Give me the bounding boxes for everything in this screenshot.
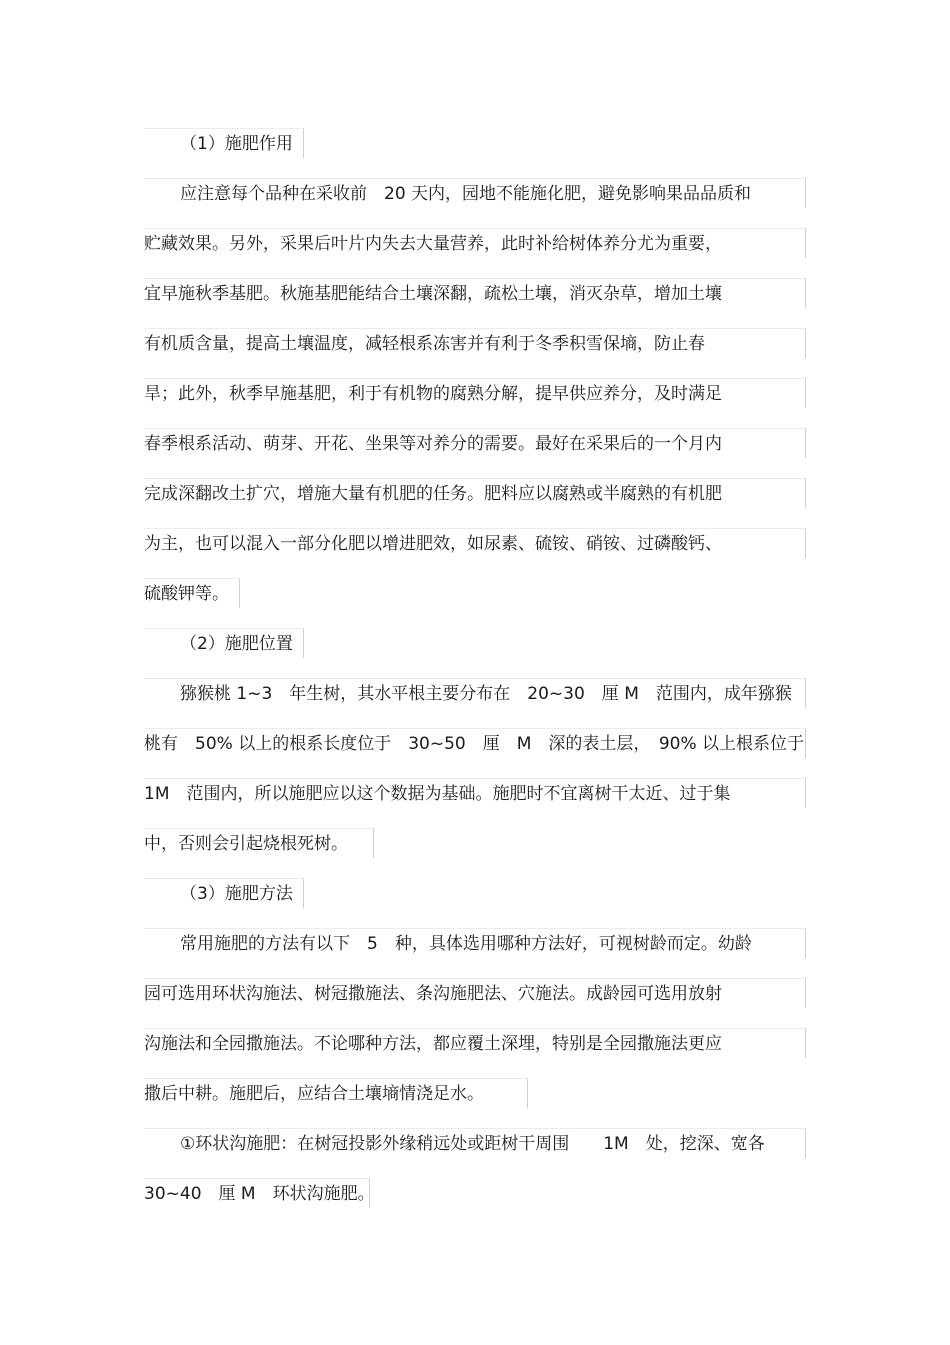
paragraph-line [144,428,806,458]
paragraph-line [144,778,806,808]
line-text: 为主，也可以混入一部分化肥以增进肥效，如尿素、硫铵、硝铵、过磷酸钙、 [144,534,722,554]
paragraph-line [144,178,806,208]
line-text: 宜早施秋季基肥。秋施基肥能结合土壤深翻，疏松土壤，消灭杂草，增加土壤 [144,284,722,304]
line-text: 撒后中耕。施肥后，应结合土壤墒情浇足水。 [144,1084,484,1104]
line-text: 园可选用环状沟施法、树冠撒施法、条沟施肥法、穴施法。成龄园可选用放射 [144,984,722,1004]
paragraph-line [144,1028,806,1058]
line-text: 常用施肥的方法有以下 5 种，具体选用哪种方法好，可视树龄而定。幼龄 [180,934,752,954]
line-text: 完成深翻改土扩穴，增施大量有机肥的任务。肥料应以腐熟或半腐熟的有机肥 [144,484,722,504]
paragraph-line [144,528,806,558]
line-text: 猕猴桃 1~3 年生树，其水平根主要分布在 20~30 厘 M 范围内，成年猕猴 [180,684,792,704]
paragraph-line [144,478,806,508]
line-text: 春季根系活动、萌芽、开花、坐果等对养分的需要。最好在采果后的一个月内 [144,434,722,454]
line-text: （3）施肥方法 [180,884,293,904]
paragraph-line [144,328,806,358]
heading-fertilizer-method [144,878,304,908]
paragraph-line [144,1178,375,1208]
line-text: 应注意每个品种在采收前 20 天内，园地不能施化肥，避免影响果品品质和 [180,184,752,204]
heading-fertilizer-function [144,128,304,158]
paragraph-line [144,1128,806,1158]
line-text: 沟施法和全园撒施法。不论哪种方法，都应覆土深埋，特别是全园撒施法更应 [144,1034,722,1054]
line-text: 桃有 50% 以上的根系长度位于 30~50 厘 M 深的表土层， 90% 以上根系位于 [144,734,805,754]
line-text: 贮藏效果。另外，采果后叶片内失去大量营养，此时补给树体养分尤为重要， [144,234,722,254]
line-text: 旱；此外，秋季早施基肥，利于有机物的腐熟分解，提早供应养分，及时满足 [144,384,722,404]
paragraph-line [144,828,374,858]
paragraph-line [144,1078,528,1108]
line-text: 有机质含量，提高土壤温度，减轻根系冻害并有利于冬季积雪保墒，防止春 [144,334,705,354]
paragraph-line [144,678,806,708]
heading-fertilizer-position [144,628,304,658]
line-text: 中，否则会引起烧根死树。 [144,834,348,854]
paragraph-line [144,728,806,758]
line-text: 硫酸钾等。 [144,584,229,604]
paragraph-line [144,578,240,608]
line-text: ①环状沟施肥：在树冠投影外缘稍远处或距树干周围 1M 处，挖深、宽各 [180,1134,765,1154]
paragraph-line [144,278,806,308]
paragraph-line [144,978,806,1008]
line-text: （2）施肥位置 [180,634,293,654]
paragraph-line [144,378,806,408]
paragraph-line [144,928,806,958]
line-text: 1M 范围内，所以施肥应以这个数据为基础。施肥时不宜离树干太近、过于集 [144,784,731,804]
paragraph-line [144,228,806,258]
line-text: （1）施肥作用 [180,134,293,154]
line-text: 30~40 厘 M 环状沟施肥。 [144,1184,375,1204]
